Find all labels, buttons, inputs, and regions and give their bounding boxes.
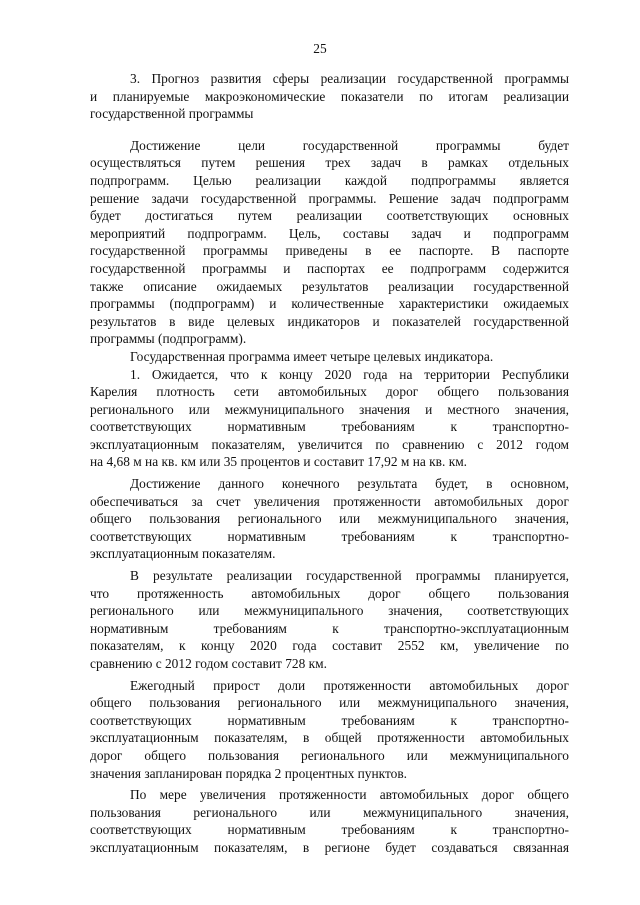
text-line: По мере увеличения протяженности автомобильных дорог общего: [130, 787, 569, 803]
section-title-line: и планируемые макроэкономические показатели по итогам реализации: [90, 88, 569, 104]
text-line: Карелия плотность сети автомобильных дорог общего пользования: [90, 384, 569, 400]
section-title-line: государственной программы: [90, 106, 254, 122]
text-line: нормативным требованиям к транспортно-эксплуатационным: [90, 620, 569, 636]
text-line: Достижение данного конечного результата будет, в основном,: [130, 476, 569, 492]
text-line: результатов в виде целевых индикаторов и показателей государственной: [90, 313, 569, 329]
text-line: программы (подпрограмм) и количественные характеристики ожидаемых: [90, 296, 569, 312]
text-line: В результате реализации государственной программы планируется,: [130, 568, 569, 584]
text-line: общего пользования регионального или межмуниципального значения,: [90, 695, 569, 711]
paragraph: [90, 786, 569, 856]
text-line: обеспечиваться за счет увеличения протяженности автомобильных дорог: [90, 493, 569, 509]
section-title: [90, 70, 569, 123]
text-line: 1. Ожидается, что к концу 2020 года на территории Республики: [130, 366, 569, 382]
section-title-line: 3. Прогноз развития сферы реализации государственной программы: [130, 71, 569, 86]
paragraph: [90, 348, 569, 366]
page-number: 25: [313, 41, 327, 56]
text-line: решение задачи государственной программы. Решение задач подпрограмм: [90, 190, 569, 206]
text-line: сравнению с 2012 годом составит 728 км.: [90, 656, 327, 671]
text-line: осуществляться путем решения трех задач в рамках отдельных: [90, 155, 569, 171]
paragraph: [90, 137, 569, 348]
paragraph: [90, 567, 569, 673]
text-line: регионального или межмуниципального значения и местного значения,: [90, 401, 569, 417]
text-line: соответствующих нормативным требованиям к транспортно-: [90, 528, 569, 544]
paragraph: [90, 677, 569, 783]
text-line: на 4,68 м на кв. км или 35 процентов и составит 17,92 м на кв. км.: [90, 454, 468, 470]
text-line: Достижение цели государственной программы будет: [130, 137, 569, 153]
text-line: эксплуатационным показателям, увеличится по сравнению с 2012 годом: [90, 436, 569, 452]
text-line: будет достигаться путем реализации соответствующих основных: [90, 208, 569, 224]
text-line: Государственная программа имеет четыре целевых индикатора.: [130, 348, 494, 364]
text-line: государственной программы приведены в ее паспорте. В паспорте: [90, 243, 569, 259]
text-line: эксплуатационным показателям, в общей протяженности автомобильных: [90, 730, 569, 746]
text-line: что протяженность автомобильных дорог общего пользования: [90, 585, 569, 601]
text-line: соответствующих нормативным требованиям к транспортно-: [90, 822, 569, 838]
text-line: дорог общего пользования регионального или межмуниципального: [90, 747, 569, 763]
text-line: значения запланирован порядка 2 процентных пунктов.: [90, 765, 408, 781]
text-line: подпрограмм. Целью реализации каждой подпрограммы является: [90, 172, 569, 188]
text-line: показателям, к концу 2020 года составит 2552 км, увеличение по: [90, 638, 569, 654]
text-line: пользования регионального или межмуниципального значения,: [90, 804, 569, 820]
text-line: эксплуатационным показателям, в регионе будет создаваться связанная: [90, 839, 569, 855]
text-block: [90, 70, 569, 857]
text-line: Ежегодный прирост доли протяженности автомобильных дорог: [130, 677, 569, 693]
text-line: государственной программы и паспортах ее подпрограмм содержится: [90, 260, 569, 276]
text-line: программы (подпрограмм).: [90, 331, 247, 347]
paragraph: [90, 475, 569, 563]
text-line: регионального или межмуниципального значения, соответствующих: [90, 603, 569, 619]
text-line: общего пользования регионального или межмуниципального значения,: [90, 511, 569, 527]
paragraph: [90, 366, 569, 472]
text-line: также описание ожидаемых результатов реализации государственной: [90, 278, 569, 294]
text-line: эксплуатационным показателям.: [90, 546, 276, 562]
text-line: соответствующих нормативным требованиям к транспортно-: [90, 712, 569, 728]
text-line: соответствующих нормативным требованиям к транспортно-: [90, 419, 569, 435]
text-line: мероприятий подпрограмм. Цель, составы задач и подпрограмм: [90, 225, 569, 241]
